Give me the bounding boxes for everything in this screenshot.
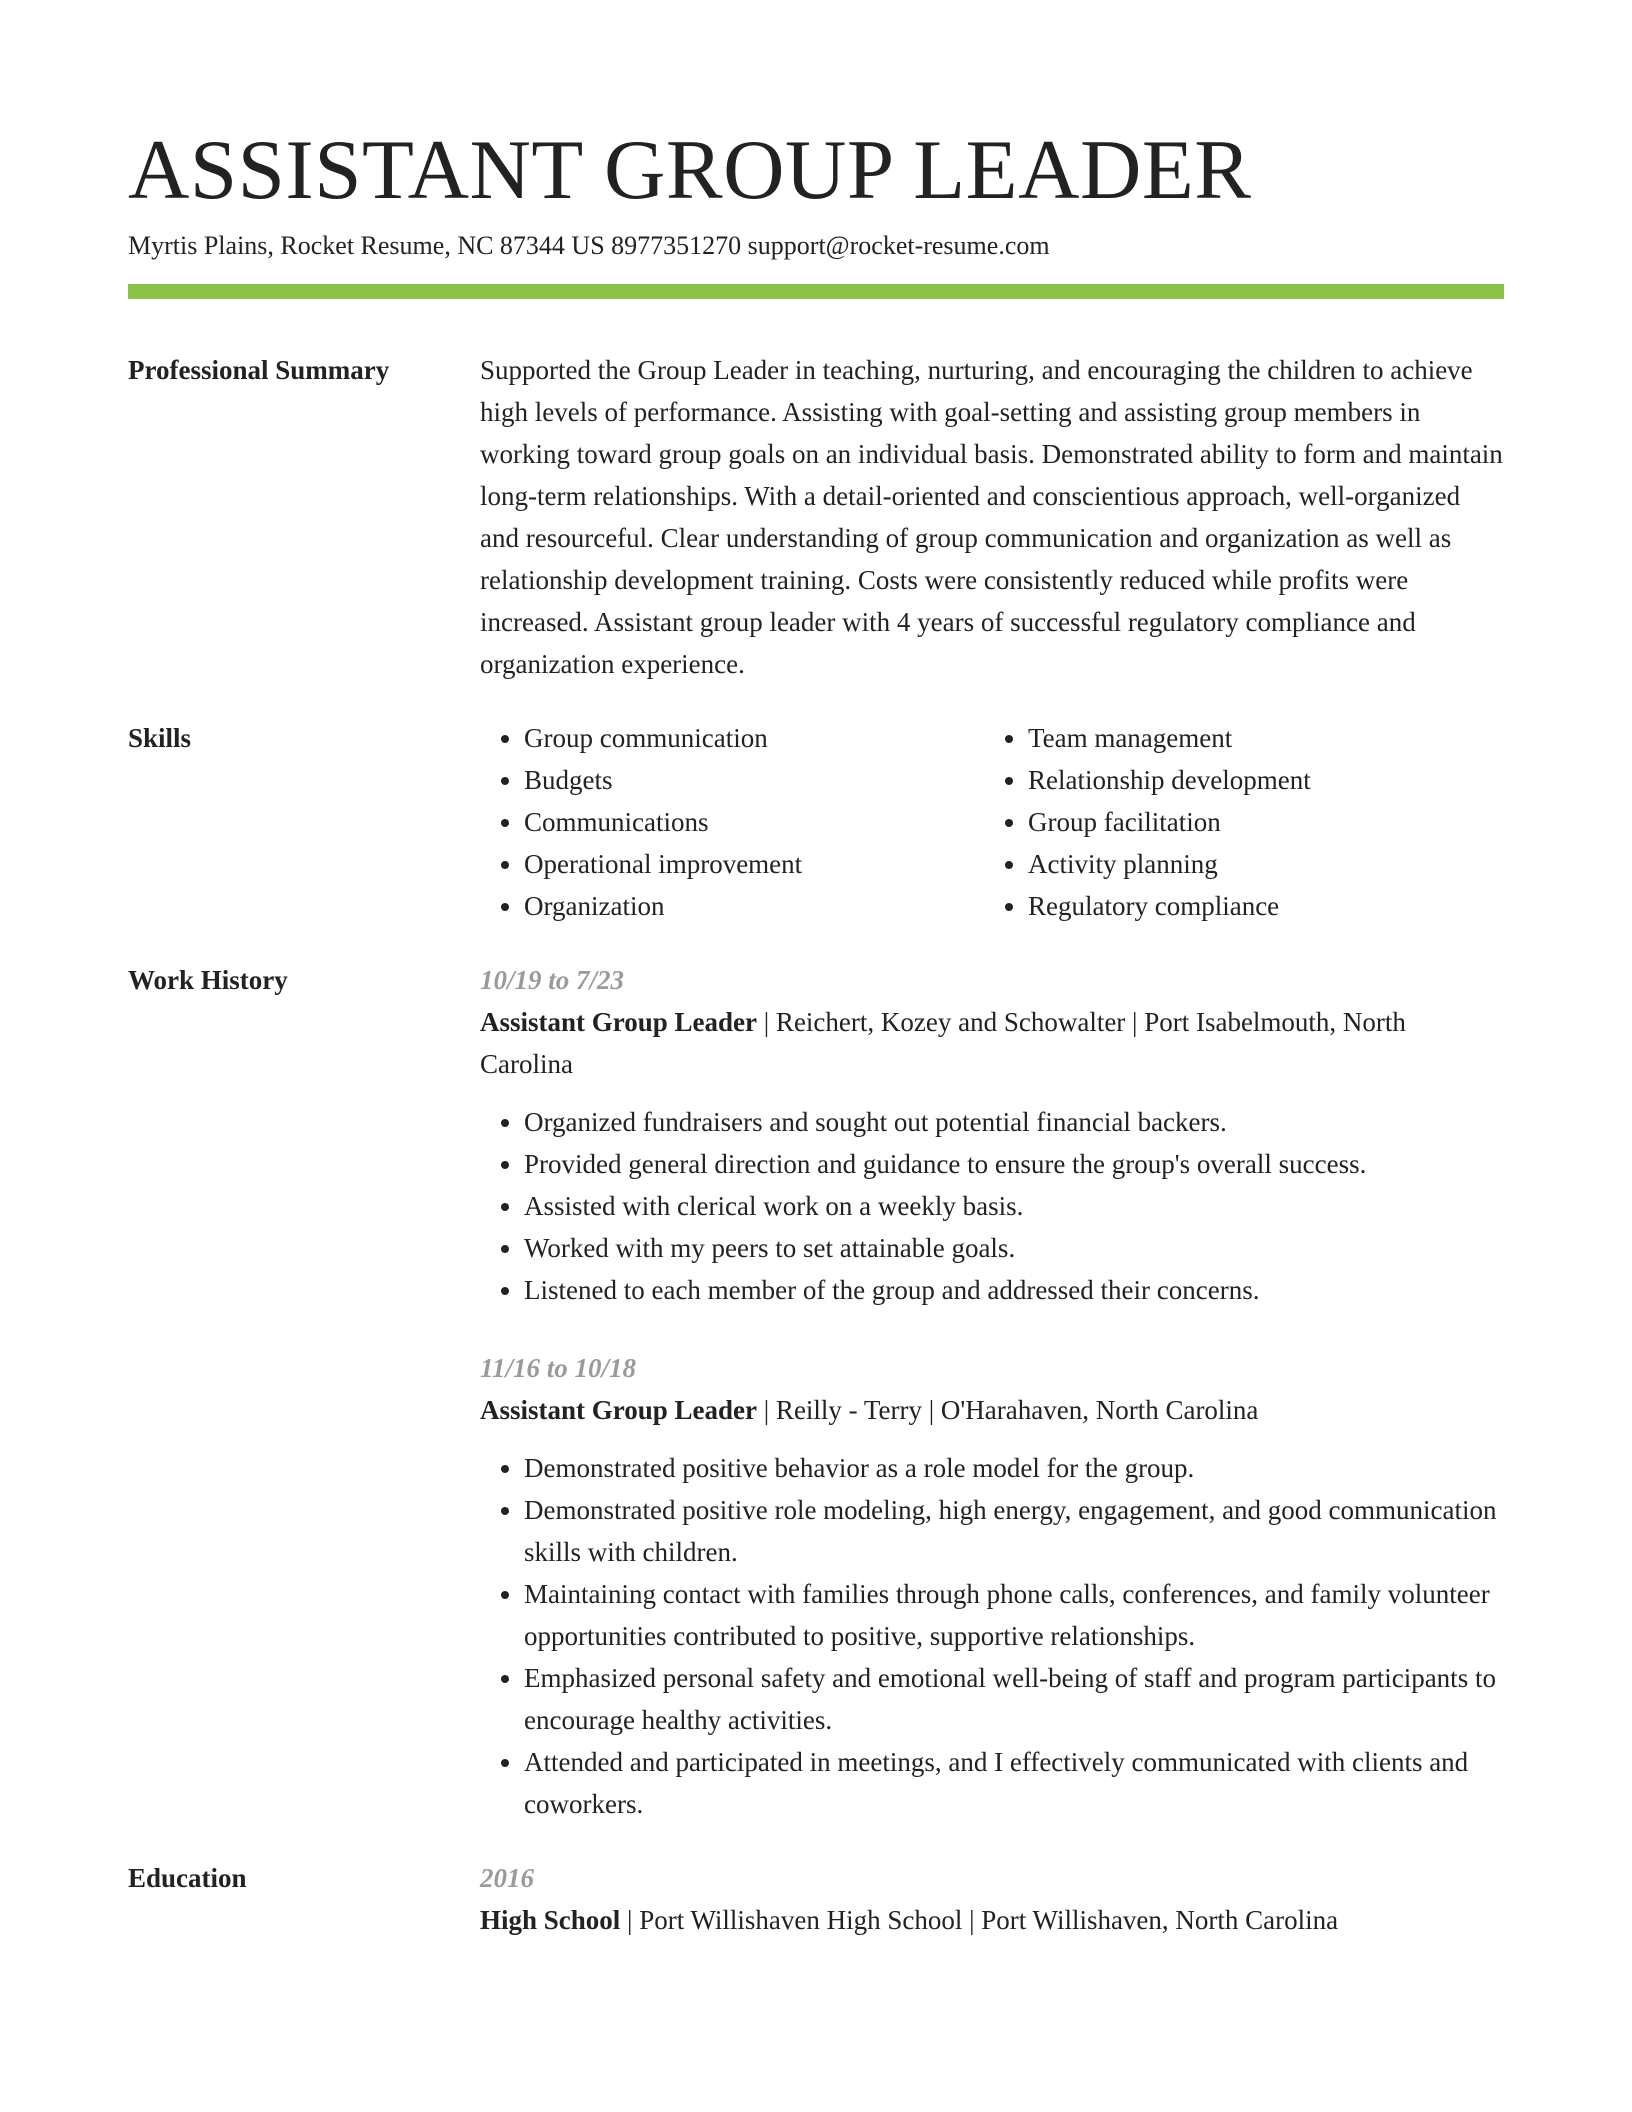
job-bullet: • Maintaining contact with families through phone calls, conferences, and family volunteer opportunities contributed to positive, supportive relationships. [524,1573,1504,1657]
job-title: Assistant Group Leader [480,1007,758,1037]
skill-item: • Group communication [524,717,984,759]
job-entry [480,1347,1504,1825]
job-bullet: • Emphasized personal safety and emotional well-being of staff and program participants to encourage healthy activities. [524,1657,1504,1741]
education-label: Education [128,1863,247,1893]
education-details: | Port Willishaven High School | Port Willishaven, North Carolina [620,1905,1339,1935]
summary-label: Professional Summary [128,355,390,385]
job-bullet: • Listened to each member of the group and addressed their concerns. [524,1269,1504,1311]
job-bullets [480,1447,1504,1825]
accent-divider [128,284,1504,299]
skills-label: Skills [128,723,192,753]
work-history-label: Work History [128,965,288,995]
education-section [128,1857,1504,1941]
education-degree: High School [480,1905,621,1935]
skill-item: • Group facilitation [1028,801,1488,843]
job-bullet: • Organized fundraisers and sought out potential financial backers. [524,1101,1504,1143]
job-bullet: • Provided general direction and guidance to ensure the group's overall success. [524,1143,1504,1185]
skill-item: • Relationship development [1028,759,1488,801]
skills-list-right [984,717,1488,927]
skill-item: • Communications [524,801,984,843]
job-bullet: • Demonstrated positive role modeling, high energy, engagement, and good communication skills with children. [524,1489,1504,1573]
education-year: 2016 [480,1863,534,1893]
skill-item: • Team management [1028,717,1488,759]
job-heading [480,1001,1504,1085]
skill-item: • Operational improvement [524,843,984,885]
job-dates: 10/19 to 7/23 [480,965,625,995]
education-heading [480,1899,1504,1941]
skills-list-left [480,717,984,927]
job-title: Assistant Group Leader [480,1395,758,1425]
resume-page [128,120,1504,1941]
skill-item: • Organization [524,885,984,927]
job-details: | Reilly - Terry | O'Harahaven, North Carolina [757,1395,1259,1425]
work-history-section [128,959,1504,1825]
job-bullet: • Attended and participated in meetings, and I effectively communicated with clients and coworkers. [524,1741,1504,1825]
job-dates: 11/16 to 10/18 [480,1353,637,1383]
skill-item: • Budgets [524,759,984,801]
job-details: | Reichert, Kozey and Schowalter | Port Isabelmouth, North Carolina [480,1007,1406,1079]
contact-line: Myrtis Plains, Rocket Resume, NC 87344 US 8977351270 support@rocket-resume.com [128,231,1050,260]
job-heading [480,1389,1504,1431]
job-bullets [480,1101,1504,1311]
skill-item: • Regulatory compliance [1028,885,1488,927]
skills-section [128,717,1504,927]
job-entry [480,959,1504,1311]
summary-text: Supported the Group Leader in teaching, nurturing, and encouraging the children to achieve high levels of performance. Assisting with goal-setting and assisting group members in working toward group goals on an individual basis. Demonstrated ability to form and maintain long-term relationships. With a detail-oriented and conscientious approach, well-organized and resourceful. Clear understanding of group communication and organization as well as relationship development training. Costs were consistently reduced while profits were increased. Assistant group leader with 4 years of successful regulatory compliance and organization experience. [480,355,1503,679]
summary-section [128,349,1504,685]
resume-name: ASSISTANT GROUP LEADER [128,123,1252,217]
job-bullet: • Worked with my peers to set attainable goals. [524,1227,1504,1269]
job-bullet: • Assisted with clerical work on a weekly basis. [524,1185,1504,1227]
skill-item: • Activity planning [1028,843,1488,885]
job-bullet: • Demonstrated positive behavior as a role model for the group. [524,1447,1504,1489]
